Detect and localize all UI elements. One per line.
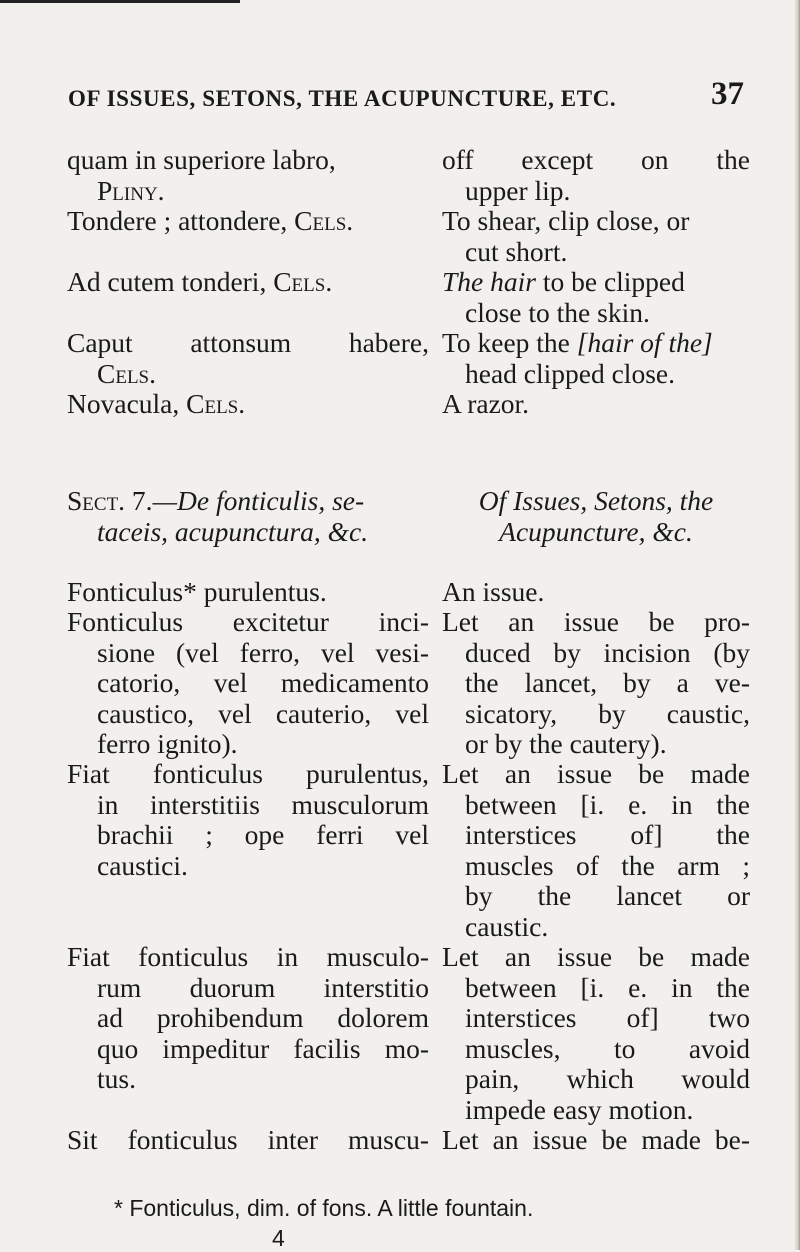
entry-english-3: Let an issue be made between [i. e. in the interstices of] the muscles of the arm ; by the lancet or caustic. [442, 758, 750, 942]
page-edge-shadow [794, 0, 800, 1250]
section-heading-latin: Sect. 7.—De fonticulis, se- taceis, acupunctura, &c. [67, 485, 369, 547]
entry-latin-3: Fiat fonticulus purulentus, in interstitiis musculorum brachii ; ope ferri vel caustici. [67, 758, 429, 881]
entry-english-5: Let an issue be made be- [442, 1124, 750, 1155]
vocab-english-4: To keep the [hair of the] head clipped close. [442, 327, 713, 389]
vocab-latin-4: Caput attonsum habere, Cels. [67, 327, 429, 389]
section-heading-english: Of Issues, Setons, the Acupuncture, &c. [478, 485, 714, 547]
vocab-english-5: A razor. [442, 388, 530, 419]
entry-latin-4: Fiat fonticulus in musculo- rum duorum interstitio ad prohibendum dolorem quo impeditur facilis mo- tus. [67, 941, 429, 1094]
running-header [68, 76, 744, 116]
vocab-latin-1: quam in superiore labro, Pliny. [67, 144, 336, 206]
page-number: 37 [711, 76, 744, 112]
entry-english-4: Let an issue be made between [i. e. in the interstices of] two muscles, to avoid pain, which would impede easy motion. [442, 941, 750, 1125]
vocab-latin-5: Novacula, Cels. [67, 388, 246, 419]
signature-mark: 4 [272, 1225, 285, 1251]
vocab-english-2: To shear, clip close, or cut short. [442, 205, 690, 267]
vocab-english-3: The hair to be clipped close to the skin. [442, 266, 685, 328]
vocab-latin-3: Ad cutem tonderi, Cels. [67, 266, 333, 297]
top-rule [0, 0, 240, 3]
footnote-text: * Fonticulus, dim. of fons. A little fountain. [114, 1195, 534, 1221]
entry-english-1: An issue. [442, 576, 545, 607]
entry-english-2: Let an issue be pro- duced by incision (by the lancet, by a ve- sicatory, by caustic, or by the cautery). [442, 606, 750, 759]
entry-latin-5: Sit fonticulus inter muscu- [67, 1124, 429, 1155]
running-title: OF ISSUES, SETONS, THE ACUPUNCTURE, ETC. [68, 86, 617, 111]
entry-latin-1: Fonticulus* purulentus. [67, 576, 327, 607]
entry-latin-2: Fonticulus excitetur inci- sione (vel ferro, vel vesi- catorio, vel medicamento caustico, vel cauterio, vel ferro ignito). [67, 606, 429, 759]
vocab-latin-2: Tondere ; attondere, Cels. [67, 205, 354, 236]
vocab-english-1: off except on the upper lip. [442, 144, 750, 206]
